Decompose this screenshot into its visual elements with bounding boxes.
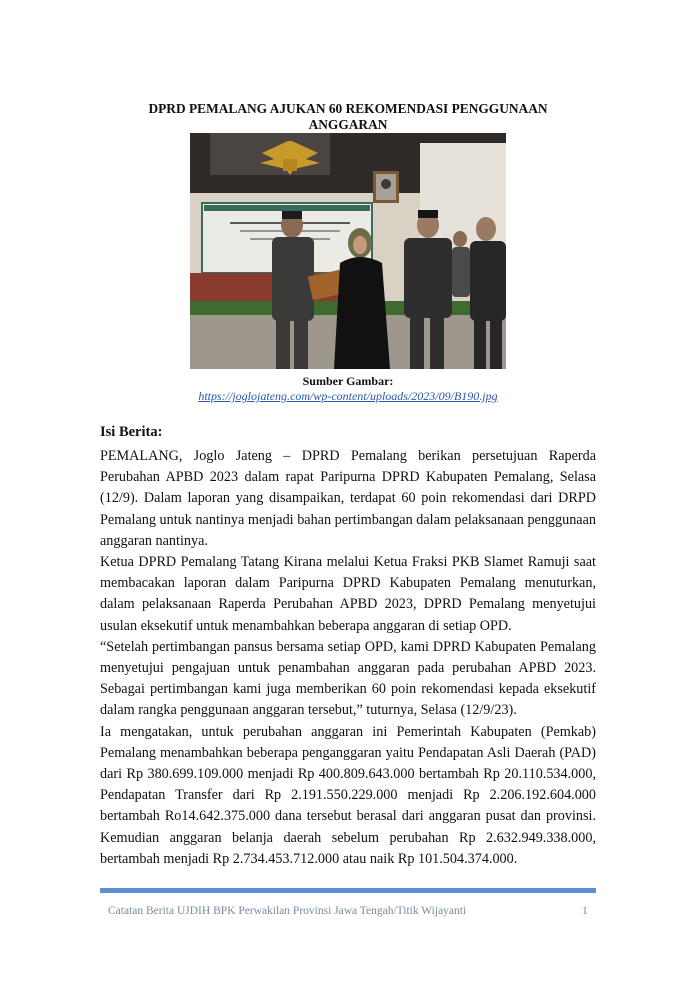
paragraph: PEMALANG, Joglo Jateng – DPRD Pemalang berikan persetujuan Raperda Perubahan APBD 2023 dalam rapat Paripurna DPRD Kabupaten Pemalang, Selasa (12/9). Dalam laporan yang disampaikan, terdapat 60 poin rekomendasi dari DRPD Pemalang untuk nantinya menjadi bahan pertimbangan dalam pelaksanaan penggunaan anggaran nantinya. (100, 448, 596, 549)
page-number: 1 (582, 905, 588, 917)
section-heading: Isi Berita: (100, 424, 163, 440)
paragraph: Ketua DPRD Pemalang Tatang Kirana melalui Ketua Fraksi PKB Slamet Ramuji saat membacakan laporan dalam Paripurna DPRD Kabupaten Pemalang menuturkan, dalam pelaksanaan Raperda Perubahan APBD 2023, DPRD Pemalang menyetujui usulan eksekutif untuk menambahkan beberapa anggaran di setiap OPD. (100, 554, 596, 634)
photo-source-link[interactable]: https://joglojateng.com/wp-content/uploads/2023/09/B190.jpg (198, 389, 498, 403)
photo-caption (150, 374, 546, 404)
photo-source-label: Sumber Gambar: (302, 374, 394, 388)
news-photo-illustration (190, 133, 506, 369)
paragraph: Ia mengatakan, untuk perubahan anggaran ini Pemerintah Kabupaten (Pemkab) Pemalang menambahkan beberapa penganggaran yaitu Pendapatan Asli Daerah (PAD) dari Rp 380.699.109.000 menjadi Rp 400.809.643.000 bertambah Rp 20.110.534.000, Pendapatan Transfer dari Rp 2.191.550.229.000 menjadi Rp 2.206.192.604.000 bertambah Ro14.642.375.000 dana tersebut berasal dari anggaran pusat dan provinsi. Kemudian anggaran belanja daerah sebelum perubahan Rp 2.632.949.338.000, bertambah menjadi Rp 2.734.453.712.000 atau naik Rp 101.504.374.000. (100, 723, 596, 867)
article-title: DPRD PEMALANG AJUKAN 60 REKOMENDASI PENGGUNAAN ANGGARAN (148, 101, 548, 132)
article-body (100, 446, 596, 870)
footer-text: Catatan Berita UJDIH BPK Perwakilan Provinsi Jawa Tengah/Titik Wijayanti (108, 905, 467, 917)
paragraph: “Setelah pertimbangan pansus bersama setiap OPD, kami DPRD Kabupaten Pemalang menyetujui pengajuan untuk penambahan anggaran pada perubahan APBD 2023. Sebagai pertimbangan kami juga memberikan 60 poin rekomendasi kepada eksekutif dalam rangka penggunaan anggaran tersebut,” tuturnya, Selasa (12/9/23). (100, 638, 596, 719)
footer-divider (100, 888, 596, 893)
news-photo (190, 133, 506, 369)
